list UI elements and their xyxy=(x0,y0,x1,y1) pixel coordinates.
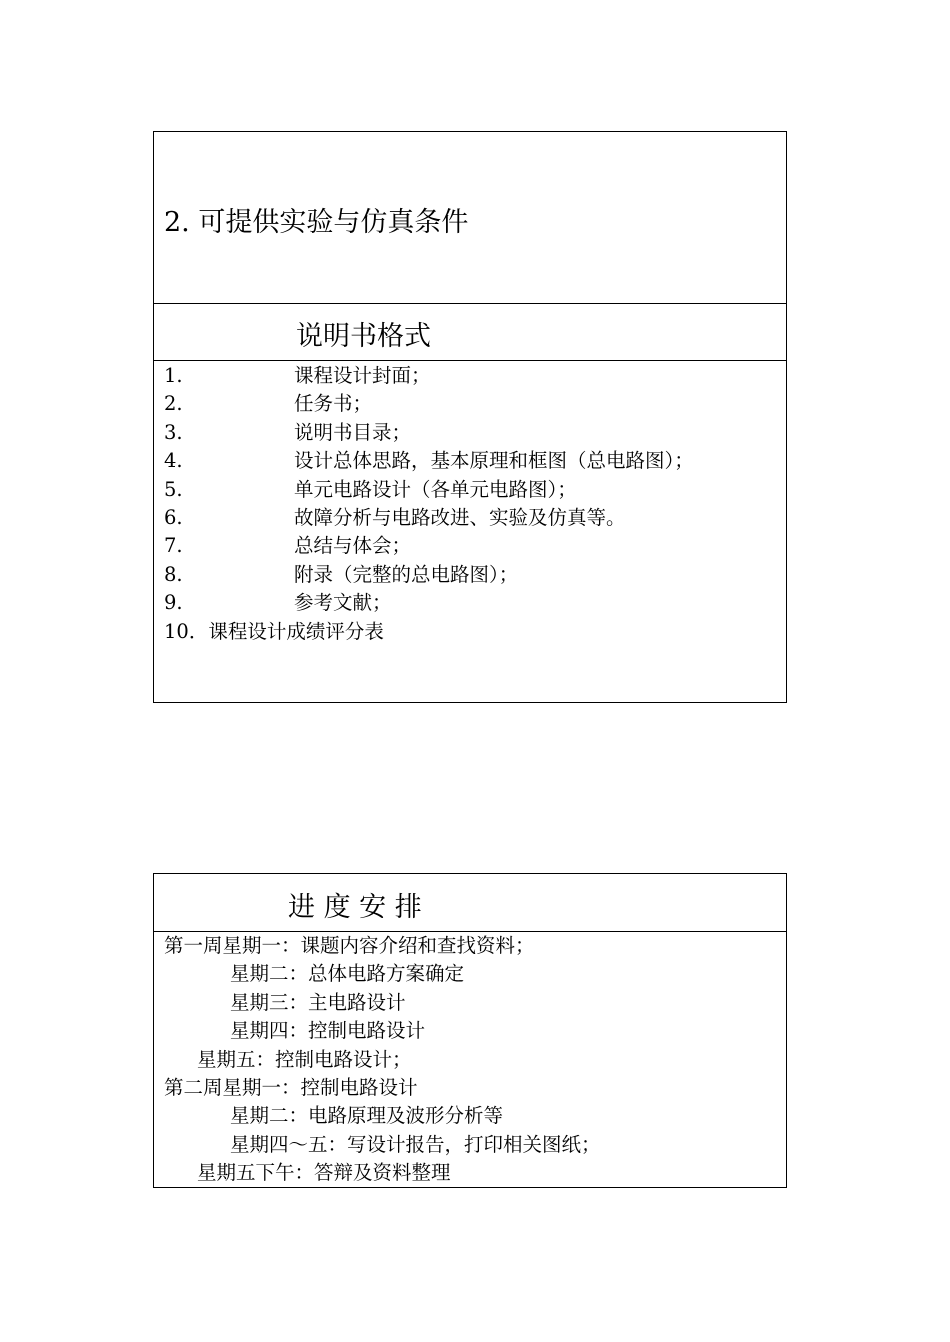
schedule-line: 星期五下午：答辩及资料整理 xyxy=(197,1161,451,1185)
format-header: 说明书格式 xyxy=(296,321,431,352)
item-number: 3. xyxy=(164,420,183,444)
schedule-table xyxy=(153,873,787,1188)
list-item xyxy=(164,447,764,475)
item-text: 说明书目录； xyxy=(294,420,412,444)
item-text: 参考文献； xyxy=(294,591,392,615)
item-number: 6. xyxy=(164,506,183,529)
item-number: 4. xyxy=(164,449,183,473)
divider xyxy=(154,303,786,304)
format-table xyxy=(153,131,787,703)
item-text: 课程设计封面； xyxy=(294,364,431,387)
schedule-line: 第一周星期一：课题内容介绍和查找资料； xyxy=(164,934,535,957)
schedule-line: 第二周星期一：控制电路设计 xyxy=(164,1076,418,1099)
list-item xyxy=(164,561,764,589)
schedule-line: 星期三：主电路设计 xyxy=(230,990,406,1014)
item-number: 8. xyxy=(164,562,183,586)
list-item xyxy=(164,419,764,447)
item-number: 2. xyxy=(164,392,183,416)
schedule-line: 星期五：控制电路设计； xyxy=(197,1047,412,1071)
list-item xyxy=(164,589,764,617)
schedule-line: 星期二：总体电路方案确定 xyxy=(230,962,465,986)
item-text: 故障分析与电路改进、实验及仿真等。 xyxy=(294,506,626,529)
item-number: 7. xyxy=(164,534,183,558)
item-number: 1. xyxy=(164,364,183,387)
item-text: 任务书； xyxy=(294,392,373,416)
item-text: 总结与体会； xyxy=(294,534,412,558)
schedule-line: 星期二：电路原理及波形分析等 xyxy=(230,1104,504,1128)
conditions-line: 2. 可提供实验与仿真条件 xyxy=(164,207,469,238)
schedule-line: 星期四：控制电路设计 xyxy=(230,1019,426,1043)
item-text: 附录（完整的总电路图）； xyxy=(294,562,519,586)
list-item: 10．课程设计成绩评分表 xyxy=(164,619,384,643)
item-text: 单元电路设计（各单元电路图）； xyxy=(294,477,577,501)
list-item xyxy=(164,504,764,532)
item-number: 5. xyxy=(164,477,183,501)
list-item xyxy=(164,476,764,504)
list-item xyxy=(164,532,764,560)
list-item xyxy=(164,362,764,390)
schedule-header: 进 度 安 排 xyxy=(288,892,422,923)
divider xyxy=(154,360,786,361)
schedule-line: 星期四～五：写设计报告，打印相关图纸； xyxy=(230,1132,601,1156)
item-text: 设计总体思路，基本原理和框图（总电路图）； xyxy=(294,449,694,473)
item-number: 9. xyxy=(164,591,183,615)
list-item xyxy=(164,390,764,418)
